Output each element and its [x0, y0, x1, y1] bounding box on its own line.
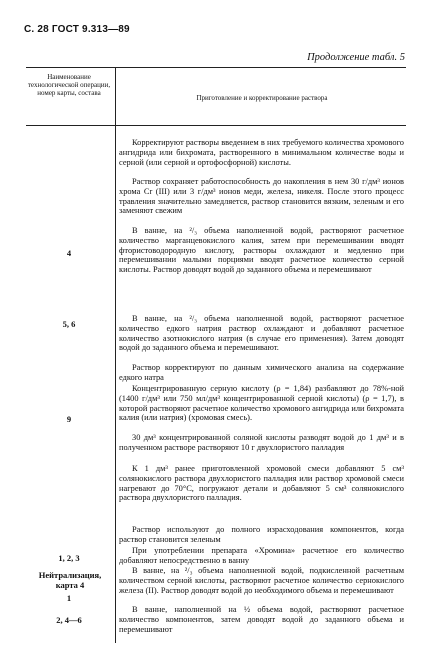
table-header-rule: [26, 125, 406, 126]
paragraph: Концентрированную серную кислоту (ρ = 1,84) разбавляют до 78%-ной (1400 г/дм³ или 750 мл/дм³ концентрированной серной кислоты) (ρ = 1,7), в которой растворяют расчетное количество хромового ангидрида или бихромата калия (или натрия) (хромовая смесь).: [119, 384, 404, 423]
paragraph: В ванне, наполненной на ½ объема водой, растворяют расчетное количество компонентов, затем доводят водой до заданного объема и перемешивают: [119, 605, 404, 634]
operation-label: 1, 2, 3: [58, 553, 80, 563]
paragraph: Раствор корректируют по данным химического анализа на содержание едкого натра: [119, 363, 404, 382]
header-operation-column: Наименование технологической операции, номер карты, состава: [27, 73, 111, 98]
table-continuation-caption: Продолжение табл. 5: [307, 52, 405, 63]
operation-label: 9: [66, 414, 72, 424]
operation-label: 4: [66, 248, 72, 258]
header-preparation-column: Приготовление и корректирование раствора: [196, 94, 328, 102]
table-top-rule: [26, 67, 406, 68]
operation-label: 2, 4—6: [56, 615, 82, 625]
operation-label: 5, 6: [62, 319, 76, 329]
paragraph: При употреблении препарата «Хромина» расчетное его количество добавляют непосредственно в ванну: [119, 546, 404, 565]
paragraph: Раствор сохраняет работоспособность до накопления в нем 30 г/дм³ ионов хрома Cr (III) или 3 г/дм³ ионов меди, железа, никеля. После этого процесс травления значительно замедляется, раствор становится вязким, зеленым и его заменяют свежим: [119, 177, 404, 216]
paragraph: Раствор используют до полного израсходования компонентов, когда раствор становится зеленым: [119, 525, 404, 544]
neutralization-label: Нейтрализация, карта 4: [38, 570, 102, 590]
operation-label: 1: [66, 593, 72, 603]
column-divider: [115, 67, 116, 643]
paragraph: Корректируют растворы введением в них требуемого количества хромового ангидрида или бихромата, растворенного в минимальном количестве воды и серной (или серной и ортофосфорной) кислоты.: [119, 138, 404, 167]
paragraph: К 1 дм³ ранее приготовленной хромовой смеси добавляют 5 см³ солянокислого раствора двухлористого палладия или раствор хромовой смеси нагревают до 70°С, погружают детали и добавляют 5 см³ солянокислого раствора двухлористого палладия.: [119, 464, 404, 503]
process-table: [26, 67, 406, 643]
paragraph: В ванне, на ²/₃ объема наполненной водой, растворяют расчетное количество едкого натрия раствор охлаждают и добавляют расчетное количество азотнокислого натрия (в случае его применения). Затем доводят водой до заданного объема и перемешивают.: [119, 314, 404, 353]
page-reference: С. 28 ГОСТ 9.313—89: [24, 24, 130, 35]
paragraph: 30 дм³ концентрированной соляной кислоты разводят водой до 1 дм³ и в полученном растворе растворяют 10 г двухлористого палладия: [119, 433, 404, 452]
paragraph: В ванне, на ²/₃ объема наполненной водой, подкисленной расчетным количеством серной кислоты, растворяют расчетное количество сернокислого железа (II). Раствор доводят водой до необходимого объема и перемешивают: [119, 566, 404, 595]
paragraph: В ванне, на ²/₃ объема наполненной водой, растворяют расчетное количество марганцевокислого калия, затем при перемешивании вводят фтористоводородную кислоту, растворы охлаждают и медленно при перемешивании малыми порциями вводят расчетное количество серной кислоты. Раствор доводят водой до заданного объема и перемешивают: [119, 226, 404, 275]
